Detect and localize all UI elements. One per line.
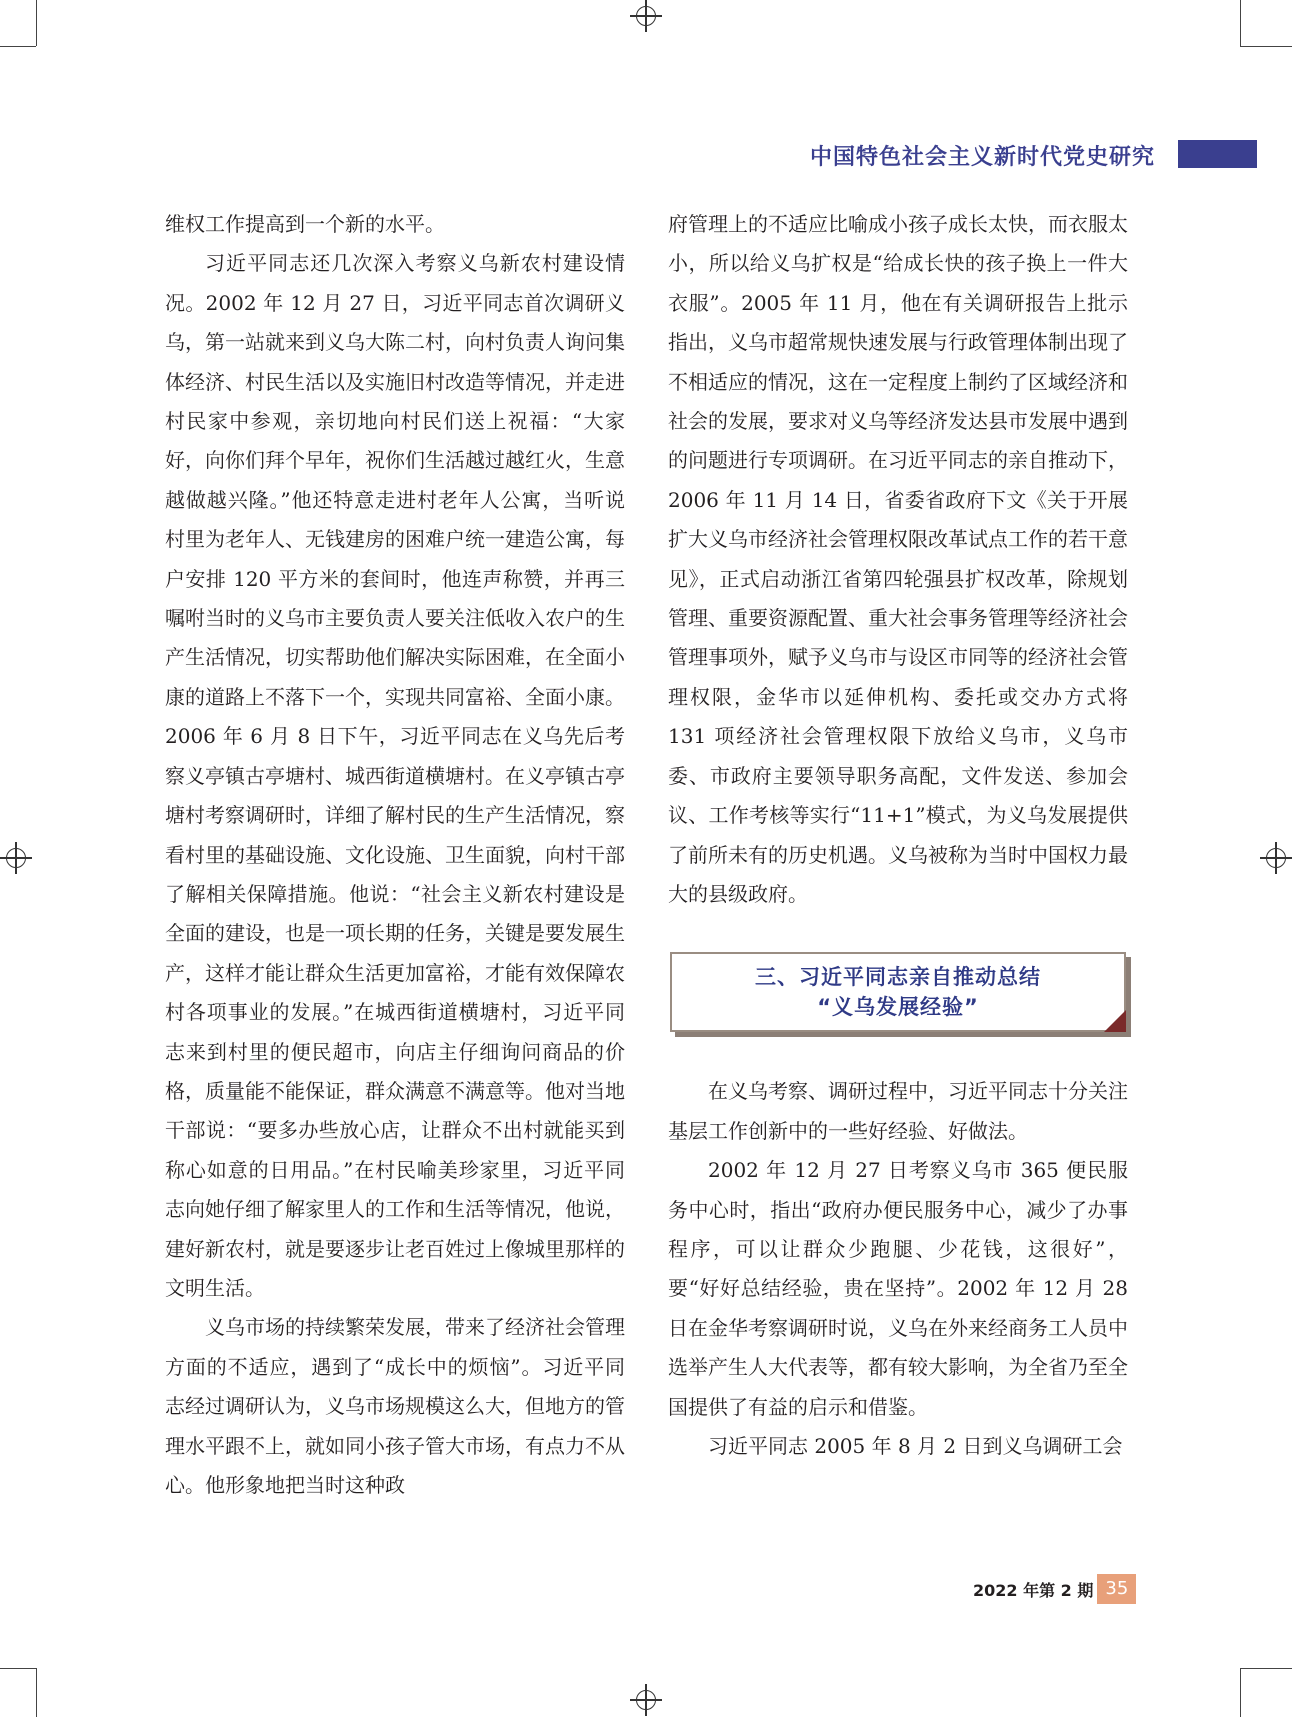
- crop-mark: [1240, 1668, 1292, 1669]
- running-header: [810, 140, 1177, 170]
- paragraph: 在义乌考察、调研过程中，习近平同志十分关注基层工作创新中的一些好经验、好做法。: [668, 1079, 1128, 1143]
- crop-mark: [36, 1668, 37, 1717]
- registration-mark: [1260, 842, 1292, 874]
- section-heading-box: [670, 952, 1126, 1032]
- section-heading-line-2: “义乌发展经验”: [817, 995, 979, 1020]
- paragraph: 义乌市场的持续繁荣发展，带来了经济社会管理方面的不适应，遇到了“成长中的烦恼”。习近平同志经过调研认为，义乌市场规模这么大，但地方的管理水平跟不上，就如同小孩子管大市场，有点力不从心。他形象地把当时这种政: [165, 1315, 625, 1497]
- issue-label: 2022 年第 2 期: [973, 1580, 1094, 1600]
- header-bar: [1178, 140, 1257, 168]
- journal-section-title: 中国特色社会主义新时代党史研究: [810, 144, 1156, 170]
- crop-mark: [1240, 0, 1241, 46]
- crop-mark: [36, 0, 37, 46]
- crop-mark: [0, 1668, 36, 1669]
- page-number: 35: [1097, 1574, 1136, 1604]
- crop-mark: [1240, 1668, 1241, 1717]
- crop-mark: [1240, 46, 1292, 47]
- registration-mark: [0, 842, 32, 874]
- section-heading-line-1: 三、习近平同志亲自推动总结: [755, 965, 1041, 990]
- registration-mark: [630, 0, 662, 32]
- paragraph: 府管理上的不适应比喻成小孩子成长太快，而衣服太小，所以给义乌扩权是“给成长快的孩子换上一件大衣服”。2005 年 11 月，他在有关调研报告上批示指出，义乌市超常规快速发展与行政管理体制出现了不相适应的情况，这在一定程度上制约了区域经济和社会的发展，要求对义乌等经济发达县市发展中遇到的问题进行专项调研。在习近平同志的亲自推动下，2006 年 11 月 14 日，省委省政府下文《关于开展扩大义乌市经济社会管理权限改革试点工作的若干意见》，正式启动浙江省第四轮强县扩权改革，除规划管理、重要资源配置、重大社会事务管理等经济社会管理事项外，赋予义乌市与设区市同等的经济社会管理权限，金华市以延伸机构、委托或交办方式将 131 项经济社会管理权限下放给义乌市，义乌市委、市政府主要领导职务高配，文件发送、参加会议、工作考核等实行“11+1”模式，为义乌发展提供了前所未有的历史机遇。义乌被称为当时中国权力最大的县级政府。: [668, 212, 1128, 906]
- paragraph: 2002 年 12 月 27 日考察义乌市 365 便民服务中心时，指出“政府办便民服务中心，减少了办事程序，可以让群众少跑腿、少花钱，这很好”，要“好好总结经验，贵在坚持”。2002 年 12 月 28 日在金华考察调研时说，义乌在外来经商务工人员中选举产生人大代表等，都有较大影响，为全省乃至全国提供了有益的启示和借鉴。: [668, 1158, 1128, 1419]
- paragraph: 习近平同志还几次深入考察义乌新农村建设情况。2002 年 12 月 27 日，习近平同志首次调研义乌，第一站就来到义乌大陈二村，向村负责人询问集体经济、村民生活以及实施旧村改造等情况，并走进村民家中参观，亲切地向村民们送上祝福：“大家好，向你们拜个早年，祝你们生活越过越红火，生意越做越兴隆。”他还特意走进村老年人公寓，当听说村里为老年人、无钱建房的困难户统一建造公寓，每户安排 120 平方米的套间时，他连声称赞，并再三嘱咐当时的义乌市主要负责人要关注低收入农户的生产生活情况，切实帮助他们解决实际困难，在全面小康的道路上不落下一个，实现共同富裕、全面小康。2006 年 6 月 8 日下午，习近平同志在义乌先后考察义亭镇古亭塘村、城西街道横塘村。在义亭镇古亭塘村考察调研时，详细了解村民的生产生活情况，察看村里的基础设施、文化设施、卫生面貌，向村干部了解相关保障措施。他说：“社会主义新农村建设是全面的建设，也是一项长期的任务，关键是要发展生产，这样才能让群众生活更加富裕，才能有效保障农村各项事业的发展。”在城西街道横塘村，习近平同志来到村里的便民超市，向店主仔细询问商品的价格，质量能不能保证，群众满意不满意等。他对当地干部说：“要多办些放心店，让群众不出村就能买到称心如意的日用品。”在村民喻美珍家里，习近平同志向她仔细了解家里人的工作和生活等情况，他说，建好新农村，就是要逐步让老百姓过上像城里那样的文明生活。: [165, 251, 625, 1300]
- paragraph: 习近平同志 2005 年 8 月 2 日到义乌调研工会: [708, 1433, 1123, 1458]
- page-footer: [973, 1574, 1136, 1604]
- right-column: [668, 205, 1128, 1466]
- corner-fold-decoration: [1104, 1010, 1126, 1032]
- registration-mark: [630, 1684, 662, 1716]
- paragraph: 维权工作提高到一个新的水平。: [165, 212, 445, 236]
- left-column: [165, 205, 625, 1505]
- crop-mark: [0, 46, 36, 47]
